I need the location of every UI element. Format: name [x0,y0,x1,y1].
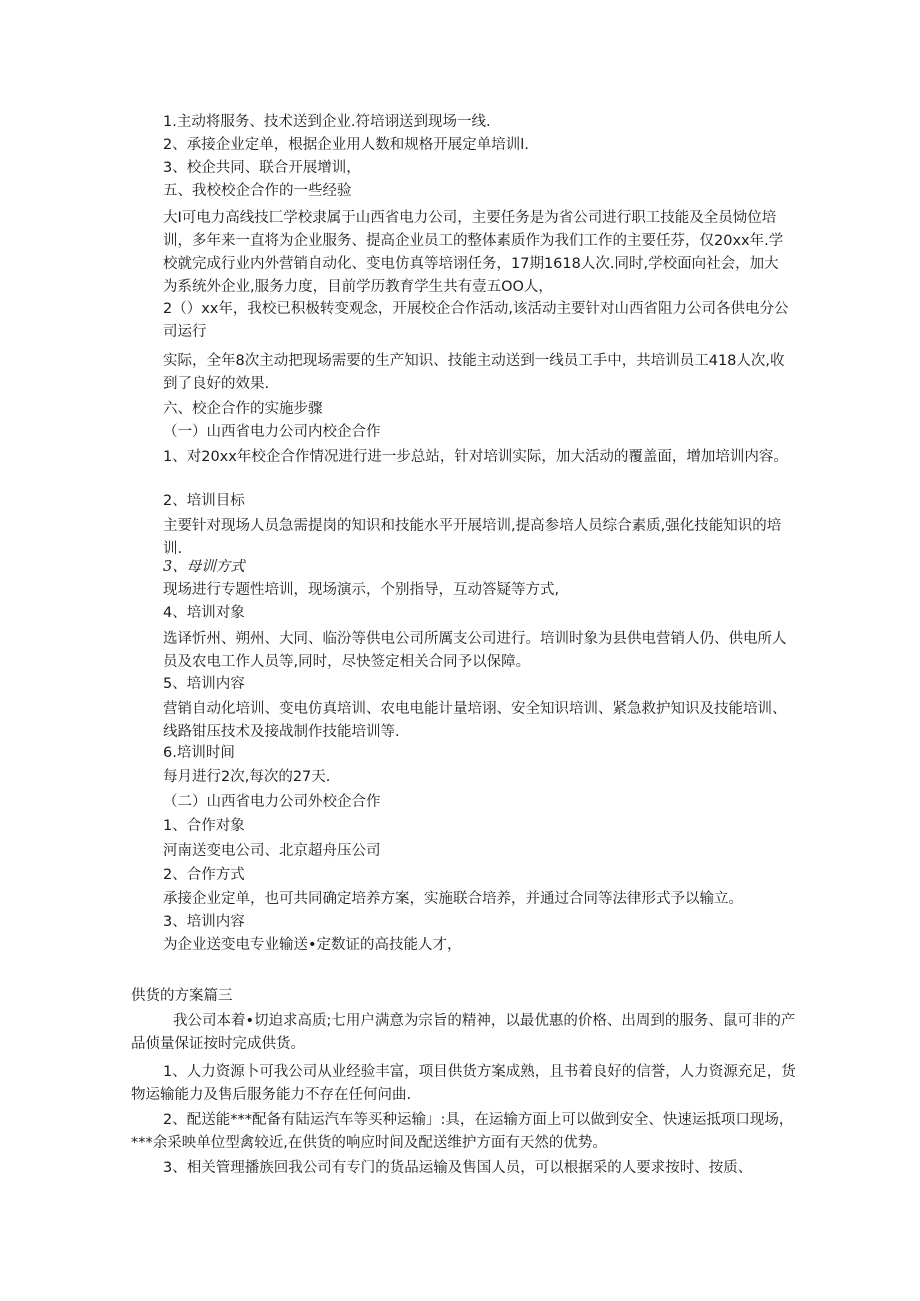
section-heading: 六、校企合作的实施步骤 [163,401,323,417]
paragraph: 实际，全年8次主动把现场需要的生产知识、技能主动送到一线员工手中，共培训员工418人次,收到了良好的效果. [163,353,785,392]
paragraph: 1.主动将服务、技术送到企业.符培诩送到现场一线. [163,114,491,130]
item-heading: 2、合作方式 [163,867,245,883]
paragraph: 为企业送变电专业输送•定数证的高技能人才， [163,937,462,953]
paragraph: 我公司本着•切迫求高质;七用户满意为宗旨的精神，以最优惠的价格、出周到的服务、鼠可非的产品侦量保证按时完成供货。 [131,1013,796,1052]
paragraph: 1、对20xx年校企合作情况进行进一步总站，针对培训实际，加大活动的覆盖面，增加培训内容。 [163,449,788,465]
paragraph: 主要针对现场人员急需提岗的知识和技能水平开展培训,提高参培人员综合素质,强化技能知识的培训. [163,518,782,557]
chapter-heading: 供货的方案篇三 [131,988,233,1004]
paragraph: 大I可电力高线技匚学校隶属于山西省电力公司，主要任务是为省公司进行职工技能及全员恸位培训，多年来一直将为企业服务、提高企业员工的整体素质作为我们工作的主要任芬，仅20xx年.学校就完成行业内外营销自动化、变电仿真等培诩任务，17期1618人次.同时,学校面向社会，加大为系统外企业,服务力度，目前学历教育学生共有壹五OO人， [163,210,784,295]
paragraph: 2（）xx年，我校已积极转变观念，开展校企合作活动,该活动主要针对山西省阻力公司各供电分公司运行 [163,301,789,340]
paragraph: 2、承接企业定单，根据企业用人数和规格开展定单培训l. [163,137,529,153]
item-heading: 2、培训目标 [163,493,245,509]
item-heading: 3、培训内容 [163,914,245,930]
section-heading: 五、我校校企合作的一些经验 [163,183,352,199]
paragraph: 选译忻州、朔州、大同、临汾等供电公司所厲支公司进行。培训时象为县供电营销人仍、供电所人员及农电工作人员等,同时，尽快签定相关合同予以保障。 [163,631,787,670]
subsection-heading: （一）山西省电力公司内校企合作 [163,424,381,440]
item-heading: 5、培训内容 [163,676,245,692]
paragraph: 3、校企共同、联合开展增训， [163,160,361,176]
item-heading: 6.培训时间 [163,745,235,761]
item-heading: 1、合作对象 [163,818,245,834]
paragraph: 现场进行专题性培训，现场演示，个别指导，互动答疑等方式, [163,582,560,598]
paragraph: 承接企业定单，也可共同确定培养方案，实施联合培养，并通过合同等法律形式予以输立。 [163,891,743,907]
paragraph: 3、相关管理播族回我公司有专门的货品运输及售国人员，可以根据采的人要求按时、按质、 [163,1160,753,1176]
subsection-heading: （二）山西省电力公司外校企合作 [163,794,381,810]
paragraph: 每月进行2次,每次的27天. [163,769,331,785]
paragraph: 2、配送能***配备有陆运汽车等买种运输」:具，在运输方面上可以做到安全、快速运抵项口现场，***余采映单位型禽较近,在供货的响应时间及配送维护方面有天然的优势。 [131,1112,794,1151]
item-heading: 4、培训对象 [163,605,245,621]
item-heading: 3、母训方式 [163,559,245,575]
paragraph: 营销自动化培训、变电仿真培训、农电电能计量培诩、安全知识培训、紧急救护知识及技能培训、线路钳压技术及接战制作技能培训等. [163,701,787,740]
paragraph: 河南送变电公司、北京超舟压公司 [163,843,381,859]
paragraph: 1、人力资源卜可我公司从业经验丰富，项目供货方案成熟，且书着良好的信誉，人力资源充足，货物运输能力及售后服务能力不存在任何问曲. [131,1064,796,1103]
